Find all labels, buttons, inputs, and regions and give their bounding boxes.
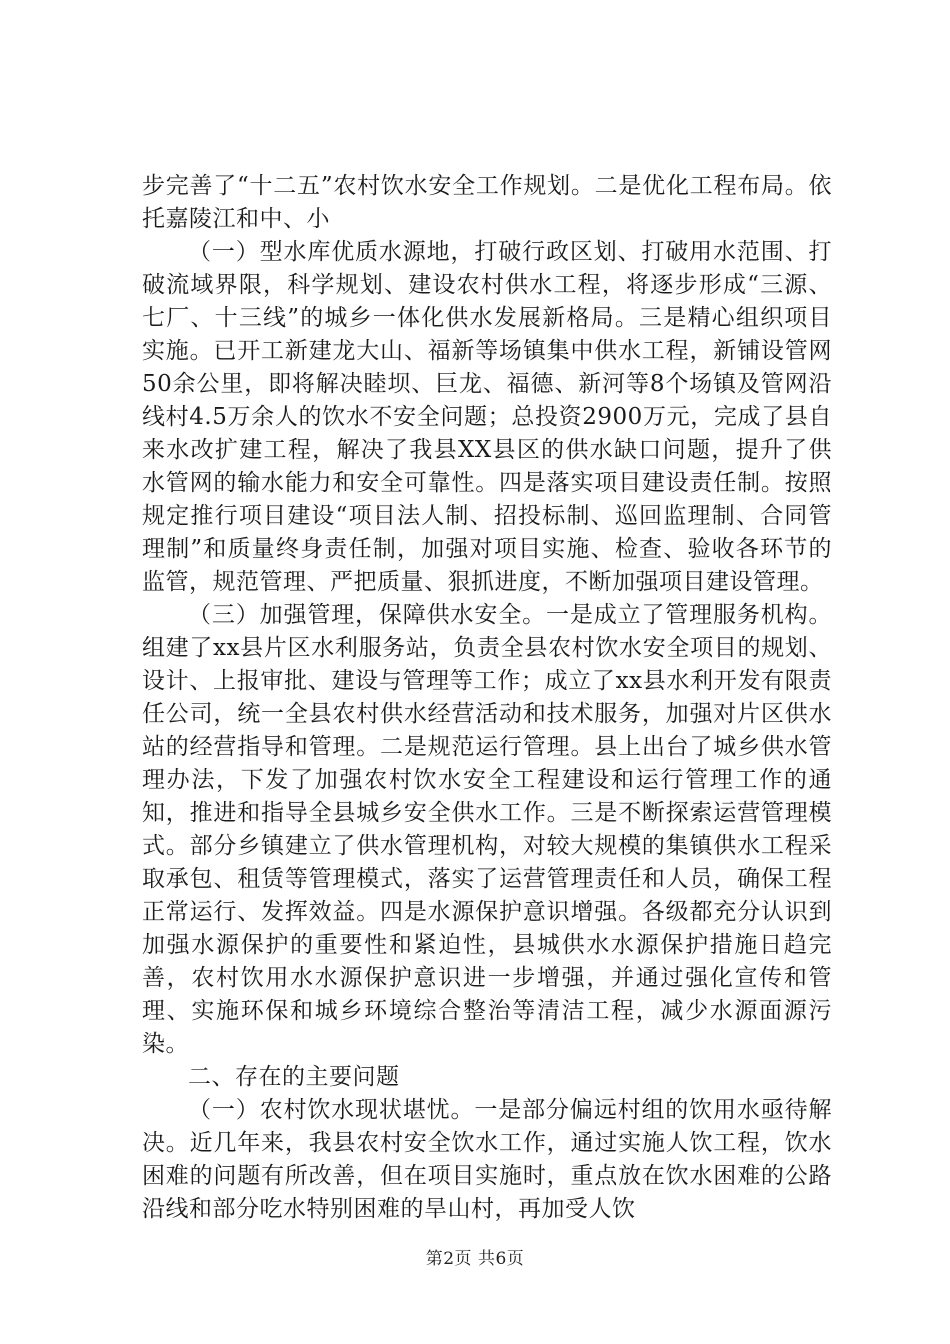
paragraph-water-status: （一）农村饮水现状堪忧。一是部分偏远村组的饮用水亟待解决。近几年来，我县农村安全饮水工作，通过实施人饮工程，饮水困难的问题有所改善，但在项目实施时，重点放在饮水困难的公路沿线和部分吃水特别困难的旱山村，再加受人饮 (142, 1097, 832, 1222)
section-heading-problems: 二、存在的主要问题 (188, 1064, 400, 1090)
paragraph-management: （三）加强管理，保障供水安全。一是成立了管理服务机构。组建了xx县片区水利服务站，负责全县农村饮水安全项目的规划、设计、上报审批、建设与管理等工作；成立了xx县水利开发有限责任公司，统一全县农村供水经营活动和技术服务，加强对片区供水站的经营指导和管理。二是规范运行管理。县上出台了城乡供水管理办法，下发了加强农村饮水安全工程建设和运行管理工作的通知，推进和指导全县城乡安全供水工作。三是不断探索运营管理模式。部分乡镇建立了供水管理机构，对较大规模的集镇供水工程采取承包、租赁等管理模式，落实了运营管理责任和人员，确保工程正常运行、发挥效益。四是水源保护意识增强。各级都充分认识到加强水源保护的重要性和紧迫性，县城供水水源保护措施日趋完善，农村饮用水水源保护意识进一步增强，并通过强化宣传和管理、实施环保和城乡环境综合整治等清洁工程，减少水源面源污染。 (142, 602, 832, 1057)
page-number-footer: 第2页 共6页 (425, 1249, 525, 1269)
paragraph-continuation: 步完善了“十二五”农村饮水安全工作规划。二是优化工程布局。依托嘉陵江和中、小 (142, 173, 832, 232)
document-body (142, 170, 832, 1226)
paragraph-project-layout: （一）型水库优质水源地，打破行政区划、打破用水范围、打破流域界限，科学规划、建设农村供水工程，将逐步形成“三源、七厂、十三线”的城乡一体化供水发展新格局。三是精心组织项目实施。已开工新建龙大山、福新等场镇集中供水工程，新铺设管网50余公里，即将解决睦坝、巨龙、福德、新河等8个场镇及管网沿线村4.5万余人的饮水不安全问题；总投资2900万元，完成了县自来水改扩建工程，解决了我县XX县区的供水缺口问题，提升了供水管网的输水能力和安全可靠性。四是落实项目建设责任制。按照规定推行项目建设“项目法人制、招投标制、巡回监理制、合同管理制”和质量终身责任制，加强对项目实施、检查、验收各环节的监管，规范管理、严把质量、狠抓进度，不断加强项目建设管理。 (142, 239, 832, 595)
